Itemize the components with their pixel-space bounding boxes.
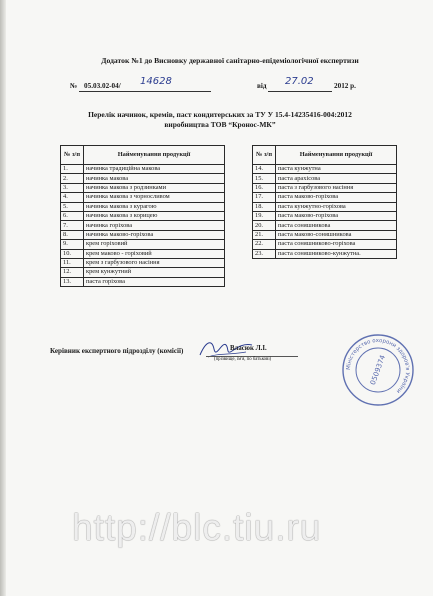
signatory-subtitle: (прізвище, ім'я, по батькові) [214, 357, 272, 362]
product-name: крем з гарбузового насіння [84, 258, 225, 267]
date-underline [268, 91, 332, 92]
table-row [253, 193, 397, 202]
product-name: начинка маково-горіхова [84, 230, 225, 239]
table-row [253, 240, 397, 249]
row-number: 14. [253, 165, 276, 174]
row-number: 11. [61, 258, 84, 267]
official-stamp [340, 332, 416, 408]
row-number: 3. [61, 183, 84, 192]
watermark: http://blc.tiu.ru [72, 507, 322, 548]
row-number: 12. [61, 268, 84, 277]
row-number: 5. [61, 202, 84, 211]
signatory-name: Власюк Л.І. [230, 345, 267, 352]
title-line-2: виробництва ТОВ “Кронос-МК” [164, 119, 276, 129]
product-name: начинка макова [84, 174, 225, 183]
number-value: 05.03.02-04/ [84, 82, 121, 90]
row-number: 21. [253, 230, 276, 239]
table-row [253, 183, 397, 192]
table-row [61, 221, 225, 230]
row-number: 22. [253, 240, 276, 249]
table-row [61, 277, 225, 286]
svg-text:Міністерство охорони здоров'я: Міністерство охорони здоров'я України [345, 337, 411, 395]
table-row [61, 211, 225, 220]
table-row [61, 258, 225, 267]
row-number: 6. [61, 211, 84, 220]
column-header-number: № з/п [61, 146, 84, 165]
table-row [253, 174, 397, 183]
column-header-name: Найменування продукції [84, 146, 225, 165]
product-name: паста кунжутно-горіхова [276, 202, 397, 211]
table-row [61, 240, 225, 249]
date-prefix: від [257, 82, 267, 90]
table-row [253, 221, 397, 230]
row-number: 2. [61, 174, 84, 183]
scan-edge [0, 0, 6, 596]
row-number: 15. [253, 174, 276, 183]
number-prefix: № [70, 82, 78, 90]
product-name: начинка горіхова [84, 221, 225, 230]
column-header-number: № з/п [253, 146, 276, 165]
product-name: паста кунжутна [276, 165, 397, 174]
product-name: начинка макова з чорносливом [84, 193, 225, 202]
product-name: крем маково - горіховий [84, 249, 225, 258]
table-row [61, 268, 225, 277]
product-name: начинка макова з корицею [84, 211, 225, 220]
svg-text:0509374: 0509374 [368, 353, 388, 387]
column-header-name: Найменування продукції [276, 146, 397, 165]
products-table-left [60, 145, 225, 287]
product-name: крем кунжутний [84, 268, 225, 277]
row-number: 18. [253, 202, 276, 211]
product-name: паста з гарбузового насіння [276, 183, 397, 192]
row-number: 19. [253, 211, 276, 220]
table-row [61, 202, 225, 211]
products-table-right [252, 145, 397, 259]
product-name: паста соняшниково-кунжутна. [276, 249, 397, 258]
row-number: 1. [61, 165, 84, 174]
title-line-1: Перелік начинок, кремів, паст кондитерських за ТУ У 15.4-14235416-004:2012 [88, 110, 352, 119]
table-row [61, 183, 225, 192]
product-name: паста соняшникова [276, 221, 397, 230]
signatory-label: Керівник експертного підрозділу (комісії) [50, 347, 184, 355]
row-number: 8. [61, 230, 84, 239]
appendix-header: Додаток №1 до Висновку державної санітарно-епідеміологічної експертизи [101, 56, 359, 65]
row-number: 17. [253, 193, 276, 202]
table-row [253, 249, 397, 258]
table-row [253, 230, 397, 239]
product-name: паста маково-горіхова [276, 193, 397, 202]
table-row [61, 193, 225, 202]
row-number: 7. [61, 221, 84, 230]
product-name: начинка макова з курагою [84, 202, 225, 211]
date-handwritten: 27.02 [285, 76, 314, 87]
row-number: 20. [253, 221, 276, 230]
row-number: 4. [61, 193, 84, 202]
number-underline [79, 91, 211, 92]
year-suffix: 2012 р. [334, 82, 356, 90]
number-handwritten: 14628 [140, 76, 172, 87]
product-name: начинка макова з родзинками [84, 183, 225, 192]
row-number: 10. [61, 249, 84, 258]
product-name: паста маково-горіхова [276, 211, 397, 220]
row-number: 9. [61, 240, 84, 249]
table-row [61, 174, 225, 183]
table-row [253, 165, 397, 174]
product-name: паста горіхова [84, 277, 225, 286]
product-name: паста соняшниково-горіхова [276, 240, 397, 249]
row-number: 16. [253, 183, 276, 192]
row-number: 13. [61, 277, 84, 286]
table-row [61, 165, 225, 174]
document-title [70, 110, 370, 129]
product-name: начинка традиційна макова [84, 165, 225, 174]
table-row [61, 249, 225, 258]
table-row [253, 211, 397, 220]
table-row [61, 230, 225, 239]
product-name: крем горіховий [84, 240, 225, 249]
row-number: 23. [253, 249, 276, 258]
product-name: паста арахісова [276, 174, 397, 183]
product-name: паста маково-соняшникова [276, 230, 397, 239]
table-row [253, 202, 397, 211]
document-number-line [70, 76, 390, 94]
